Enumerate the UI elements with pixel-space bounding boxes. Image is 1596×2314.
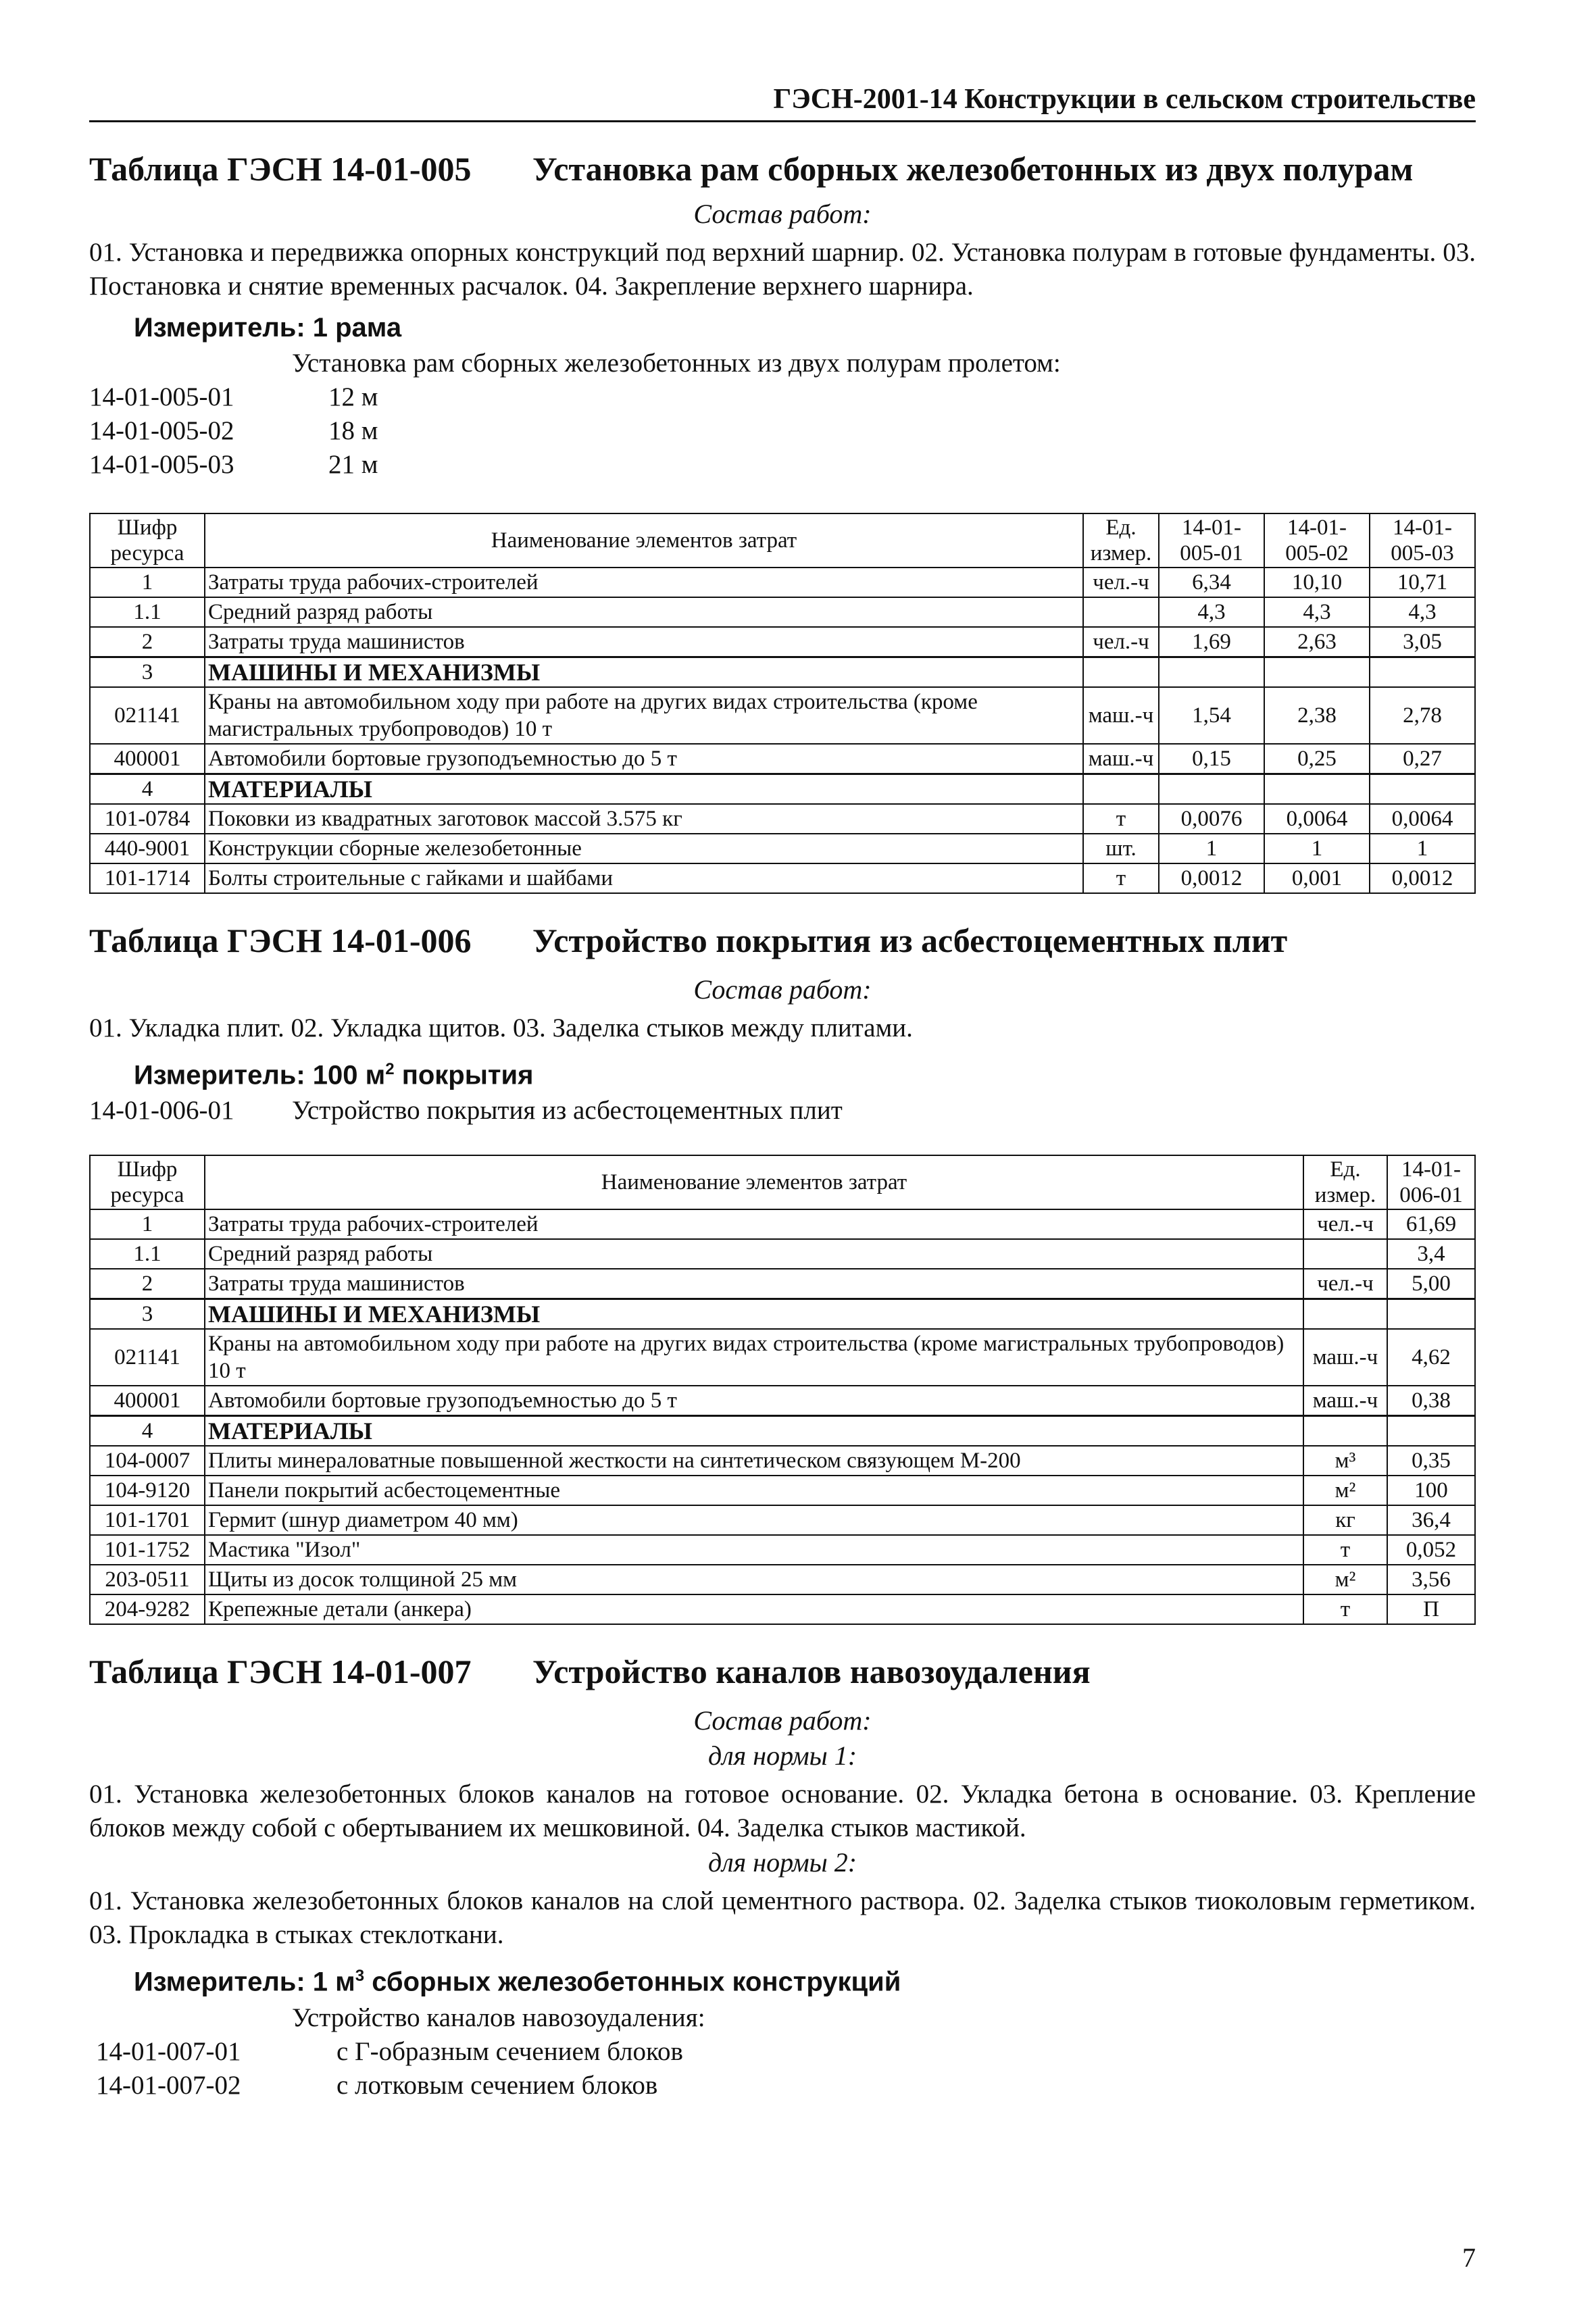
norm-row — [89, 2069, 1476, 2103]
table-row — [90, 1269, 1475, 1299]
meter-text: покрытия — [394, 1060, 534, 1090]
table-row — [90, 863, 1475, 893]
table-title: Устройство покрытия из асбестоцементных плит — [532, 922, 1288, 959]
norm-value: 1 — [1159, 834, 1264, 863]
resource-code: 3 — [90, 1299, 205, 1330]
col-header-norm: 14-01-005-03 — [1370, 513, 1475, 568]
norms-list — [89, 2035, 1476, 2103]
norms-intro: Устройство каналов навозоудаления: — [292, 2003, 705, 2032]
resource-code: 101-0784 — [90, 804, 205, 834]
resource-unit: кг — [1303, 1505, 1387, 1535]
resource-code: 021141 — [90, 687, 205, 744]
resource-code: 4 — [90, 774, 205, 805]
norm-value: 1 — [1264, 834, 1370, 863]
col-header-code: Шифр ресурса — [90, 1155, 205, 1209]
resource-code: 440-9001 — [90, 834, 205, 863]
col-header-name: Наименование элементов затрат — [205, 1155, 1303, 1209]
section-title — [89, 1652, 1476, 1691]
table-row — [90, 1209, 1475, 1239]
resource-name: Затраты труда машинистов — [205, 1269, 1303, 1299]
norm-value — [1264, 774, 1370, 805]
norm-value: П — [1387, 1594, 1475, 1624]
meter: Измеритель: 1 рама — [134, 313, 402, 343]
norm-value: 3,56 — [1387, 1565, 1475, 1594]
resource-unit: т — [1083, 804, 1159, 834]
norm-code: 14-01-006-01 — [89, 1096, 234, 1126]
resource-table-14-01-006 — [89, 1155, 1476, 1625]
norm-value: 0,35 — [1387, 1446, 1475, 1476]
norm-value: 0,001 — [1264, 863, 1370, 893]
resource-unit — [1303, 1416, 1387, 1447]
resource-name: Щиты из досок толщиной 25 мм — [205, 1565, 1303, 1594]
col-header-unit: Ед. измер. — [1303, 1155, 1387, 1209]
section-title — [89, 921, 1476, 960]
norm-value: 1 — [1370, 834, 1475, 863]
norm-value: 100 — [1387, 1476, 1475, 1505]
work-heading: Состав работ: — [693, 1705, 872, 1736]
norm1-text: 01. Установка железобетонных блоков каналов на готовое основание. 02. Укладка бетона в основание. 03. Крепление блоков между собой с обертыванием их мешковиной. 04. Заделка стыков мастикой. — [89, 1780, 1476, 1843]
table-row — [90, 627, 1475, 657]
running-header: ГЭСН-2001-14 Конструкции в сельском строительстве — [89, 81, 1476, 122]
norm-row — [89, 414, 1476, 448]
table-row — [90, 568, 1475, 597]
resource-unit — [1303, 1299, 1387, 1330]
norm-value: 4,3 — [1370, 597, 1475, 627]
resource-code: 4 — [90, 1416, 205, 1447]
resource-name: Поковки из квадратных заготовок массой 3.575 кг — [205, 804, 1083, 834]
norm-row — [89, 380, 1476, 414]
resource-name: Средний разряд работы — [205, 1239, 1303, 1269]
norm-value: 0,27 — [1370, 744, 1475, 774]
resource-name: Панели покрытий асбестоцементные — [205, 1476, 1303, 1505]
work-text: 01. Установка и передвижка опорных конструкций под верхний шарнир. 02. Установка полурам в готовые фундаменты. 03. Постановка и снятие временных расчалок. 04. Закрепление верхнего шарнира. — [89, 238, 1476, 301]
resource-name: МАТЕРИАЛЫ — [205, 1416, 1303, 1447]
table-code: Таблица ГЭСН 14-01-007 — [89, 1653, 472, 1691]
table-title: Установка рам сборных железобетонных из двух полурам — [532, 150, 1414, 188]
norm-label: с лотковым сечением блоков — [336, 2070, 658, 2100]
norm-value: 0,0012 — [1159, 863, 1264, 893]
resource-table-14-01-005 — [89, 513, 1476, 894]
resource-name: Гермит (шнур диаметром 40 мм) — [205, 1505, 1303, 1535]
resource-unit: маш.-ч — [1303, 1386, 1387, 1416]
resource-code: 101-1714 — [90, 863, 205, 893]
norm-label: 12 м — [328, 382, 378, 411]
resource-code: 3 — [90, 657, 205, 688]
page-number: 7 — [1462, 2242, 1476, 2273]
col-header-norm: 14-01-006-01 — [1387, 1155, 1475, 1209]
col-header-name: Наименование элементов затрат — [205, 513, 1083, 568]
norm-value: 0,0064 — [1370, 804, 1475, 834]
resource-unit — [1083, 657, 1159, 688]
resource-name: МАШИНЫ И МЕХАНИЗМЫ — [205, 657, 1083, 688]
resource-unit: чел.-ч — [1303, 1269, 1387, 1299]
col-header-unit: Ед. измер. — [1083, 513, 1159, 568]
resource-code: 1 — [90, 568, 205, 597]
table-group-row — [90, 657, 1475, 688]
norm-code: 14-01-007-02 — [96, 2070, 241, 2100]
resource-name: МАШИНЫ И МЕХАНИЗМЫ — [205, 1299, 1303, 1330]
resource-unit — [1083, 774, 1159, 805]
resource-code: 2 — [90, 627, 205, 657]
norm-code: 14-01-007-01 — [96, 2036, 241, 2066]
norm-row — [89, 448, 1476, 482]
resource-unit: т — [1083, 863, 1159, 893]
norm-value: 1,54 — [1159, 687, 1264, 744]
resource-name: Затраты труда рабочих-строителей — [205, 1209, 1303, 1239]
table-group-row — [90, 1299, 1475, 1330]
norm-value: 0,0064 — [1264, 804, 1370, 834]
table-row — [90, 1476, 1475, 1505]
resource-code: 021141 — [90, 1329, 205, 1386]
table-title: Устройство каналов навозоудаления — [532, 1653, 1091, 1691]
resource-unit: чел.-ч — [1083, 568, 1159, 597]
norm-value: 10,71 — [1370, 568, 1475, 597]
norm1-heading: для нормы 1: — [707, 1740, 857, 1771]
col-header-code: Шифр ресурса — [90, 513, 205, 568]
resource-code: 101-1752 — [90, 1535, 205, 1565]
resource-name: Автомобили бортовые грузоподъемностью до 5 т — [205, 1386, 1303, 1416]
norm-value: 61,69 — [1387, 1209, 1475, 1239]
meter-text: Измеритель: 1 м — [134, 1967, 355, 1997]
resource-name: Плиты минераловатные повышенной жесткости на синтетическом связующем М-200 — [205, 1446, 1303, 1476]
norm-value — [1159, 774, 1264, 805]
resource-code: 400001 — [90, 1386, 205, 1416]
resource-name: Средний разряд работы — [205, 597, 1083, 627]
resource-name: МАТЕРИАЛЫ — [205, 774, 1083, 805]
work-text: 01. Укладка плит. 02. Укладка щитов. 03. Заделка стыков между плитами. — [89, 1013, 913, 1042]
norms-intro: Установка рам сборных железобетонных из двух полурам пролетом: — [292, 349, 1061, 378]
resource-code: 400001 — [90, 744, 205, 774]
norm-value: 4,3 — [1159, 597, 1264, 627]
norm-value: 5,00 — [1387, 1269, 1475, 1299]
resource-unit: маш.-ч — [1303, 1329, 1387, 1386]
resource-unit: т — [1303, 1535, 1387, 1565]
norm-label: с Г-образным сечением блоков — [336, 2036, 683, 2066]
norm-value: 2,78 — [1370, 687, 1475, 744]
resource-unit: маш.-ч — [1083, 744, 1159, 774]
table-row — [90, 1565, 1475, 1594]
meter-text: сборных железобетонных конструкций — [364, 1967, 901, 1997]
table-row — [90, 1239, 1475, 1269]
resource-name: Краны на автомобильном ходу при работе на других видах строительства (кроме магистральных трубопроводов) 10 т — [205, 1329, 1303, 1386]
norm-value — [1264, 657, 1370, 688]
norm-value: 3,4 — [1387, 1239, 1475, 1269]
meter-text: Измеритель: 100 м — [134, 1060, 386, 1090]
norm-code: 14-01-005-03 — [89, 450, 234, 479]
table-row — [90, 1386, 1475, 1416]
resource-name: Конструкции сборные железобетонные — [205, 834, 1083, 863]
resource-code: 104-9120 — [90, 1476, 205, 1505]
norm-value — [1370, 774, 1475, 805]
meter-sup: 2 — [385, 1060, 395, 1078]
table-row — [90, 1446, 1475, 1476]
table-code: Таблица ГЭСН 14-01-005 — [89, 150, 472, 188]
resource-name: Автомобили бортовые грузоподъемностью до 5 т — [205, 744, 1083, 774]
resource-code: 2 — [90, 1269, 205, 1299]
norm-row — [89, 1094, 1476, 1128]
resource-name: Затраты труда машинистов — [205, 627, 1083, 657]
norm2-heading: для нормы 2: — [707, 1847, 857, 1878]
meter — [134, 1051, 1476, 1094]
norm-value — [1159, 657, 1264, 688]
table-row — [90, 804, 1475, 834]
work-heading: Состав работ: — [693, 974, 872, 1005]
norm-row — [89, 2035, 1476, 2069]
norm2-text: 01. Установка железобетонных блоков каналов на слой цементного раствора. 02. Заделка стыков тиоколовым герметиком. 03. Прокладка в стыках стеклоткани. — [89, 1886, 1476, 1950]
table-row — [90, 1594, 1475, 1624]
col-header-norm: 14-01-005-01 — [1159, 513, 1264, 568]
resource-unit: маш.-ч — [1083, 687, 1159, 744]
norm-value: 0,052 — [1387, 1535, 1475, 1565]
table-row — [90, 1535, 1475, 1565]
resource-unit — [1303, 1239, 1387, 1269]
section-14-01-007 — [89, 1652, 1476, 2102]
norm-value — [1387, 1416, 1475, 1447]
table-code: Таблица ГЭСН 14-01-006 — [89, 922, 472, 959]
meter — [134, 1957, 1476, 2001]
table-header-row — [90, 1155, 1475, 1209]
norm-code: 14-01-005-02 — [89, 416, 234, 445]
resource-unit: м² — [1303, 1476, 1387, 1505]
resource-unit: м² — [1303, 1565, 1387, 1594]
norms-list — [89, 1094, 1476, 1128]
norm-value: 10,10 — [1264, 568, 1370, 597]
resource-name: Крепежные детали (анкера) — [205, 1594, 1303, 1624]
resource-name: Краны на автомобильном ходу при работе на других видах строительства (кроме магистральных трубопроводов) 10 т — [205, 687, 1083, 744]
norm-value: 6,34 — [1159, 568, 1264, 597]
norm-value: 0,38 — [1387, 1386, 1475, 1416]
norm-value: 0,25 — [1264, 744, 1370, 774]
document-page — [89, 81, 1476, 2103]
table-row — [90, 744, 1475, 774]
resource-code: 204-9282 — [90, 1594, 205, 1624]
resource-code: 1.1 — [90, 1239, 205, 1269]
norm-value: 2,63 — [1264, 627, 1370, 657]
norm-value: 36,4 — [1387, 1505, 1475, 1535]
section-14-01-005 — [89, 149, 1476, 894]
table-row — [90, 834, 1475, 863]
norm-label: Устройство покрытия из асбестоцементных плит — [292, 1096, 843, 1126]
section-14-01-006 — [89, 921, 1476, 1625]
meter-sup: 3 — [355, 1967, 365, 1986]
norm-value — [1370, 657, 1475, 688]
resource-code: 101-1701 — [90, 1505, 205, 1535]
norm-label: 21 м — [328, 450, 378, 479]
norm-value: 3,05 — [1370, 627, 1475, 657]
resource-unit: чел.-ч — [1083, 627, 1159, 657]
table-header-row — [90, 513, 1475, 568]
table-row — [90, 1505, 1475, 1535]
table-row — [90, 597, 1475, 627]
resource-unit: м³ — [1303, 1446, 1387, 1476]
resource-unit: шт. — [1083, 834, 1159, 863]
norm-label: 18 м — [328, 416, 378, 445]
resource-code: 1 — [90, 1209, 205, 1239]
resource-code: 203-0511 — [90, 1565, 205, 1594]
col-header-norm: 14-01-005-02 — [1264, 513, 1370, 568]
resource-unit — [1083, 597, 1159, 627]
norms-list — [89, 380, 1476, 482]
resource-name: Мастика "Изол" — [205, 1535, 1303, 1565]
norm-value: 2,38 — [1264, 687, 1370, 744]
work-heading: Состав работ: — [693, 199, 872, 229]
resource-name: Болты строительные с гайками и шайбами — [205, 863, 1083, 893]
norm-value: 4,62 — [1387, 1329, 1475, 1386]
table-group-row — [90, 774, 1475, 805]
norm-value: 1,69 — [1159, 627, 1264, 657]
table-row — [90, 1329, 1475, 1386]
table-group-row — [90, 1416, 1475, 1447]
norm-value: 0,15 — [1159, 744, 1264, 774]
section-title — [89, 149, 1476, 188]
norm-value: 0,0076 — [1159, 804, 1264, 834]
resource-code: 1.1 — [90, 597, 205, 627]
resource-unit: чел.-ч — [1303, 1209, 1387, 1239]
norm-value: 4,3 — [1264, 597, 1370, 627]
norm-code: 14-01-005-01 — [89, 382, 234, 411]
norm-value: 0,0012 — [1370, 863, 1475, 893]
resource-unit: т — [1303, 1594, 1387, 1624]
table-row — [90, 687, 1475, 744]
resource-code: 104-0007 — [90, 1446, 205, 1476]
norm-value — [1387, 1299, 1475, 1330]
resource-name: Затраты труда рабочих-строителей — [205, 568, 1083, 597]
